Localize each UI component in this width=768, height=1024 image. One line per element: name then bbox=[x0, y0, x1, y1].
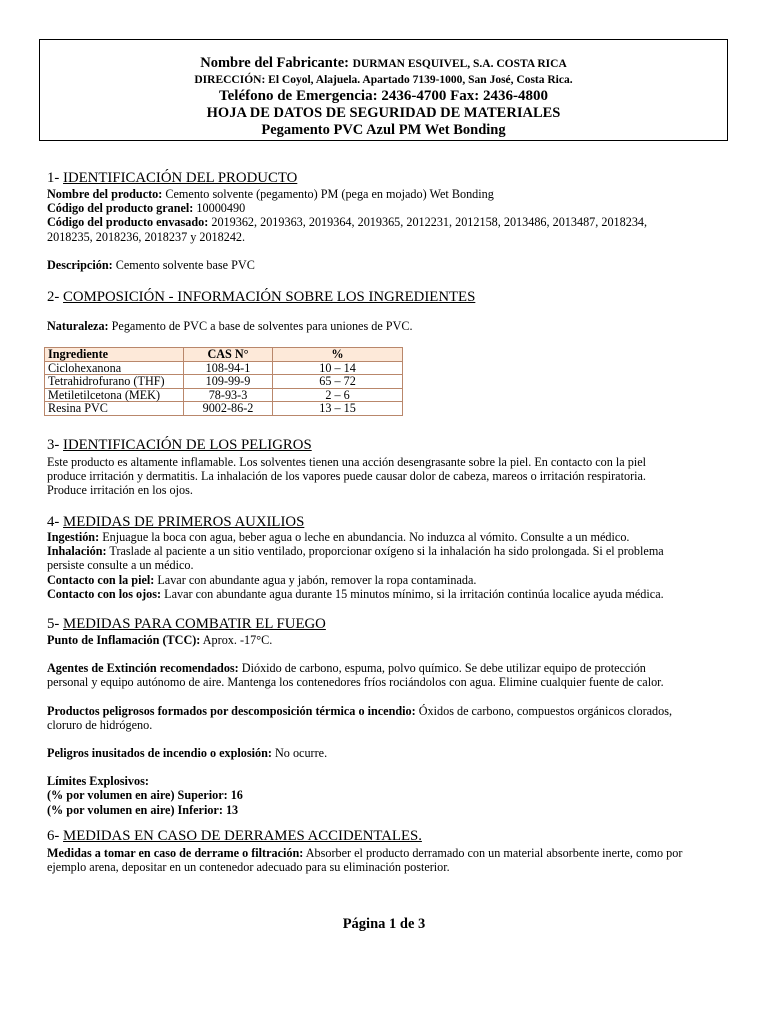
percent-cell: 2 – 6 bbox=[273, 388, 403, 402]
extinguishing-row bbox=[47, 661, 727, 675]
inhalation-row bbox=[47, 544, 727, 558]
table-row bbox=[45, 375, 403, 389]
page-number: Página 1 de 3 bbox=[342, 916, 426, 932]
product-name-label: Nombre del producto: bbox=[47, 187, 163, 201]
explosive-limits-label: Límites Explosivos: bbox=[47, 774, 149, 789]
description-value: Cemento solvente base PVC bbox=[112, 257, 255, 272]
table-row bbox=[45, 388, 403, 402]
combustion-products-value: Óxidos de carbono, compuestos orgánicos clorados, bbox=[415, 703, 673, 718]
flash-point-label: Punto de Inflamación (TCC): bbox=[47, 633, 201, 647]
section-1-body bbox=[47, 187, 727, 272]
section-4-body bbox=[47, 530, 727, 601]
product-name-value: Cemento solvente (pegamento) PM (pega en mojado) Wet Bonding bbox=[162, 187, 494, 201]
spill-measures-value: Absorber el producto derramado con un material absorbente inerte, como por bbox=[303, 846, 683, 860]
section-2-body bbox=[47, 319, 727, 333]
nature-label: Naturaleza: bbox=[47, 319, 109, 333]
percent-cell: 65 – 72 bbox=[273, 375, 403, 389]
ingredient-cell: Resina PVC bbox=[45, 402, 184, 416]
pack-code-row-2: 2018235, 2018236, 2018237 y 2018242. bbox=[47, 229, 246, 244]
eye-contact-row bbox=[47, 587, 727, 601]
section-3-body bbox=[47, 455, 727, 498]
cas-cell: 78-93-3 bbox=[184, 388, 273, 402]
section-5-body bbox=[47, 633, 727, 817]
cas-cell: 9002-86-2 bbox=[184, 402, 273, 416]
inhalation-value: Traslade al paciente a un sitio ventilado, proporcionar oxígeno si la inhalación ha sido prolongada. Si el problema bbox=[106, 544, 664, 559]
spill-measures-row bbox=[47, 846, 727, 860]
bulk-code-value: 10000490 bbox=[193, 201, 246, 216]
ingestion-value: Enjuague la boca con agua, beber agua o leche en abundancia. No induzca al vómito. Consulte a un médico. bbox=[99, 530, 630, 544]
table-header-row bbox=[45, 348, 403, 362]
percent-cell: 13 – 15 bbox=[273, 402, 403, 416]
combustion-products-row-2: cloruro de hidrógeno. bbox=[47, 717, 153, 732]
spill-measures-row-2: ejemplo arena, depositar en un contenedor adecuado para su eliminación posterior. bbox=[47, 860, 450, 875]
section-1-heading bbox=[47, 170, 297, 187]
ingestion-row bbox=[47, 530, 727, 544]
column-header-percent: % bbox=[273, 348, 403, 362]
hazards-line-3: Produce irritación en los ojos. bbox=[47, 483, 193, 498]
section-6-title: MEDIDAS EN CASO DE DERRAMES ACCIDENTALES. bbox=[63, 828, 422, 844]
document-title: HOJA DE DATOS DE SEGURIDAD DE MATERIALES bbox=[206, 105, 561, 121]
pack-code-row bbox=[47, 215, 727, 229]
extinguishing-row-2: personal y equipo autónomo de aire. Mantenga los contenedores fríos rociándolos con agua. Elimine cualquier fuente de calor. bbox=[47, 675, 664, 690]
skin-contact-label: Contacto con la piel: bbox=[47, 572, 155, 587]
combustion-products-label: Productos peligrosos formados por descomposición térmica o incendio: bbox=[47, 703, 416, 718]
section-2-title: COMPOSICIÓN - INFORMACIÓN SOBRE LOS INGREDIENTES bbox=[63, 289, 476, 305]
table-row bbox=[45, 361, 403, 375]
inhalation-row-2: persiste consulte a un médico. bbox=[47, 558, 194, 573]
section-1-title: IDENTIFICACIÓN DEL PRODUCTO bbox=[63, 170, 298, 186]
ingestion-label: Ingestión: bbox=[47, 530, 100, 544]
section-1-number: 1- bbox=[47, 170, 64, 186]
cas-cell: 109-99-9 bbox=[184, 375, 273, 389]
nature-value: Pegamento de PVC a base de solventes para uniones de PVC. bbox=[108, 319, 413, 333]
description-label: Descripción: bbox=[47, 257, 113, 272]
pack-code-value: 2019362, 2019363, 2019364, 2019365, 2012231, 2012158, 2013486, 2013487, 2018234, bbox=[208, 215, 648, 230]
address-line: DIRECCIÓN: El Coyol, Alajuela. Apartado 7139-1000, San José, Costa Rica. bbox=[194, 74, 573, 86]
section-5-heading bbox=[47, 616, 326, 633]
flash-point-value: Aprox. -17°C. bbox=[200, 633, 273, 647]
description-row bbox=[47, 258, 727, 272]
section-5-title: MEDIDAS PARA COMBATIR EL FUEGO bbox=[63, 616, 326, 632]
product-title: Pegamento PVC Azul PM Wet Bonding bbox=[261, 122, 506, 138]
section-2-number: 2- bbox=[47, 289, 64, 305]
section-5-number: 5- bbox=[47, 616, 64, 632]
inhalation-label: Inhalación: bbox=[47, 544, 107, 559]
extinguishing-label: Agentes de Extinción recomendados: bbox=[47, 661, 239, 676]
flash-point-row bbox=[47, 633, 727, 647]
column-header-ingredient: Ingrediente bbox=[45, 348, 184, 362]
explosive-limit-lower: (% por volumen en aire) Inferior: 13 bbox=[47, 802, 239, 817]
section-6-number: 6- bbox=[47, 828, 64, 844]
document-header bbox=[39, 39, 728, 141]
bulk-code-label: Código del producto granel: bbox=[47, 201, 194, 216]
ingredient-cell: Tetrahidrofurano (THF) bbox=[45, 375, 184, 389]
section-6-body bbox=[47, 846, 727, 874]
phone-line: Teléfono de Emergencia: 2436-4700 Fax: 2436-4800 bbox=[219, 88, 548, 104]
hazards-line-1: Este producto es altamente inflamable. Los solventes tienen una acción desengrasante sobre la piel. En contacto con la piel bbox=[47, 455, 647, 469]
pack-code-label: Código del producto envasado: bbox=[47, 215, 209, 230]
table-row bbox=[45, 402, 403, 416]
unusual-hazards-label: Peligros inusitados de incendio o explosión: bbox=[47, 746, 272, 761]
manufacturer-line bbox=[40, 55, 727, 72]
nature-row bbox=[47, 319, 727, 333]
eye-contact-label: Contacto con los ojos: bbox=[47, 586, 162, 601]
combustion-products-row bbox=[47, 704, 727, 718]
eye-contact-value: Lavar con abundante agua durante 15 minutos mínimo, si la irritación continúa localice ayuda médica. bbox=[161, 586, 664, 601]
product-name-row bbox=[47, 187, 727, 201]
bulk-code-row bbox=[47, 201, 727, 215]
extinguishing-value: Dióxido de carbono, espuma, polvo químico. Se debe utilizar equipo de protección bbox=[238, 661, 646, 676]
section-3-heading bbox=[47, 437, 312, 454]
section-4-heading bbox=[47, 514, 304, 531]
manufacturer-name: DURMAN ESQUIVEL, S.A. COSTA RICA bbox=[352, 58, 567, 70]
cas-cell: 108-94-1 bbox=[184, 361, 273, 375]
column-header-cas: CAS N° bbox=[184, 348, 273, 362]
ingredients-table bbox=[44, 347, 403, 416]
ingredient-cell: Ciclohexanona bbox=[45, 361, 184, 375]
section-3-title: IDENTIFICACIÓN DE LOS PELIGROS bbox=[63, 437, 312, 453]
hazards-line-2: produce irritación y dermatitis. La inhalación de los vapores puede causar dolor de cabeza, mareos o irritación respiratoria. bbox=[47, 469, 646, 484]
unusual-hazards-row bbox=[47, 746, 727, 760]
explosive-limit-upper: (% por volumen en aire) Superior: 16 bbox=[47, 788, 243, 803]
ingredient-cell: Metiletilcetona (MEK) bbox=[45, 388, 184, 402]
section-2-heading bbox=[47, 289, 475, 306]
section-6-heading bbox=[47, 828, 422, 845]
section-4-number: 4- bbox=[47, 514, 64, 530]
unusual-hazards-value: No ocurre. bbox=[271, 746, 328, 761]
skin-contact-row bbox=[47, 573, 727, 587]
section-3-number: 3- bbox=[47, 437, 64, 453]
skin-contact-value: Lavar con abundante agua y jabón, remover la ropa contaminada. bbox=[154, 572, 477, 587]
manufacturer-label: Nombre del Fabricante: bbox=[200, 55, 349, 71]
section-4-title: MEDIDAS DE PRIMEROS AUXILIOS bbox=[63, 514, 305, 530]
spill-measures-label: Medidas a tomar en caso de derrame o filtración: bbox=[47, 846, 304, 860]
percent-cell: 10 – 14 bbox=[273, 361, 403, 375]
